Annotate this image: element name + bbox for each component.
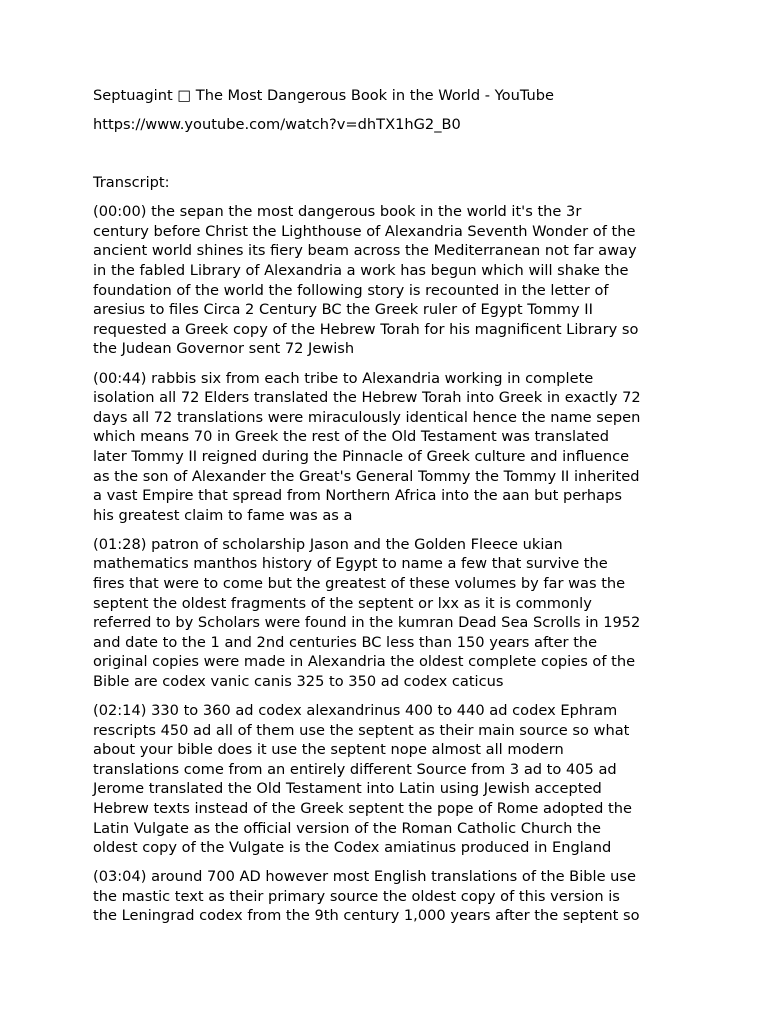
transcript-line: rescripts 450 ad all of them use the septent as their main source so what — [93, 721, 630, 739]
transcript-line: the Leningrad codex from the 9th century 1,000 years after the septent so — [93, 907, 640, 925]
transcript-line: his greatest claim to fame was as a — [93, 506, 353, 524]
video-url: https://www.youtube.com/watch?v=dhTX1hG2_B0 — [93, 116, 461, 134]
transcript-line: ancient world shines its fiery beam across the Mediterranean not far away — [93, 242, 637, 260]
transcript-paragraph-0304 — [93, 867, 693, 926]
transcript-line: Jerome translated the Old Testament into Latin using Jewish accepted — [93, 780, 602, 798]
transcript-line: later Tommy II reigned during the Pinnacle of Greek culture and influence — [93, 447, 630, 465]
transcript-line: oldest copy of the Vulgate is the Codex amiatinus produced in England — [93, 839, 612, 857]
transcript-line: the mastic text as their primary source the oldest copy of this version is — [93, 887, 620, 905]
transcript-line: century before Christ the Lighthouse of Alexandria Seventh Wonder of the — [93, 222, 636, 240]
transcript-line: as the son of Alexander the Great's General Tommy the Tommy II inherited — [93, 467, 640, 485]
transcript-line: days all 72 translations were miraculously identical hence the name sepen — [93, 408, 641, 426]
transcript-line: aresius to files Circa 2 Century BC the Greek ruler of Egypt Tommy II — [93, 301, 593, 319]
transcript-line: translations come from an entirely different Source from 3 ad to 405 ad — [93, 760, 617, 778]
transcript-line: in the fabled Library of Alexandria a work has begun which will shake the — [93, 262, 629, 280]
transcript-line: Latin Vulgate as the official version of the Roman Catholic Church the — [93, 819, 601, 837]
transcript-line: requested a Greek copy of the Hebrew Torah for his magnificent Library so — [93, 320, 639, 338]
transcript-line: (03:04) around 700 AD however most English translations of the Bible use — [93, 868, 637, 886]
transcript-line: (00:44) rabbis six from each tribe to Alexandria working in complete — [93, 369, 594, 387]
transcript-paragraph-0044 — [93, 369, 693, 526]
transcript-line: original copies were made in Alexandria the oldest complete copies of the — [93, 653, 636, 671]
video-title: Septuagint □ The Most Dangerous Book in the World - YouTube — [93, 87, 555, 104]
transcript-line: Bible are codex vanic canis 325 to 350 ad codex caticus — [93, 672, 504, 690]
transcript-paragraph-0000 — [93, 202, 693, 359]
transcript-paragraph-0128 — [93, 535, 693, 692]
transcript-heading: Transcript: — [93, 174, 170, 192]
transcript-line: the Judean Governor sent 72 Jewish — [93, 340, 355, 358]
transcript-line: mathematics manthos history of Egypt to name a few that survive the — [93, 555, 608, 573]
transcript-line: (02:14) 330 to 360 ad codex alexandrinus 400 to 440 ad codex Ephram — [93, 702, 618, 720]
transcript-line: referred to by Scholars were found in the kumran Dead Sea Scrolls in 1952 — [93, 614, 641, 632]
document-page — [93, 86, 693, 936]
transcript-line: Hebrew texts instead of the Greek septent the pope of Rome adopted the — [93, 800, 632, 817]
transcript-line: isolation all 72 Elders translated the Hebrew Torah into Greek in exactly 72 — [93, 389, 641, 407]
transcript-line: about your bible does it use the septent nope almost all modern — [93, 741, 564, 759]
transcript-line: fires that were to come but the greatest of these volumes by far was the — [93, 574, 626, 592]
transcript-line: a vast Empire that spread from Northern Africa into the aan but perhaps — [93, 487, 622, 505]
transcript-line: and date to the 1 and 2nd centuries BC less than 150 years after the — [93, 633, 598, 651]
transcript-line: foundation of the world the following story is recounted in the letter of — [93, 281, 609, 299]
transcript-line: which means 70 in Greek the rest of the Old Testament was translated — [93, 428, 610, 446]
transcript-line: (01:28) patron of scholarship Jason and the Golden Fleece ukian — [93, 535, 563, 553]
transcript-line: (00:00) the sepan the most dangerous book in the world it's the 3r — [93, 203, 582, 221]
transcript-paragraph-0214 — [93, 701, 693, 858]
transcript-line: septent the oldest fragments of the septent or lxx as it is commonly — [93, 594, 592, 612]
